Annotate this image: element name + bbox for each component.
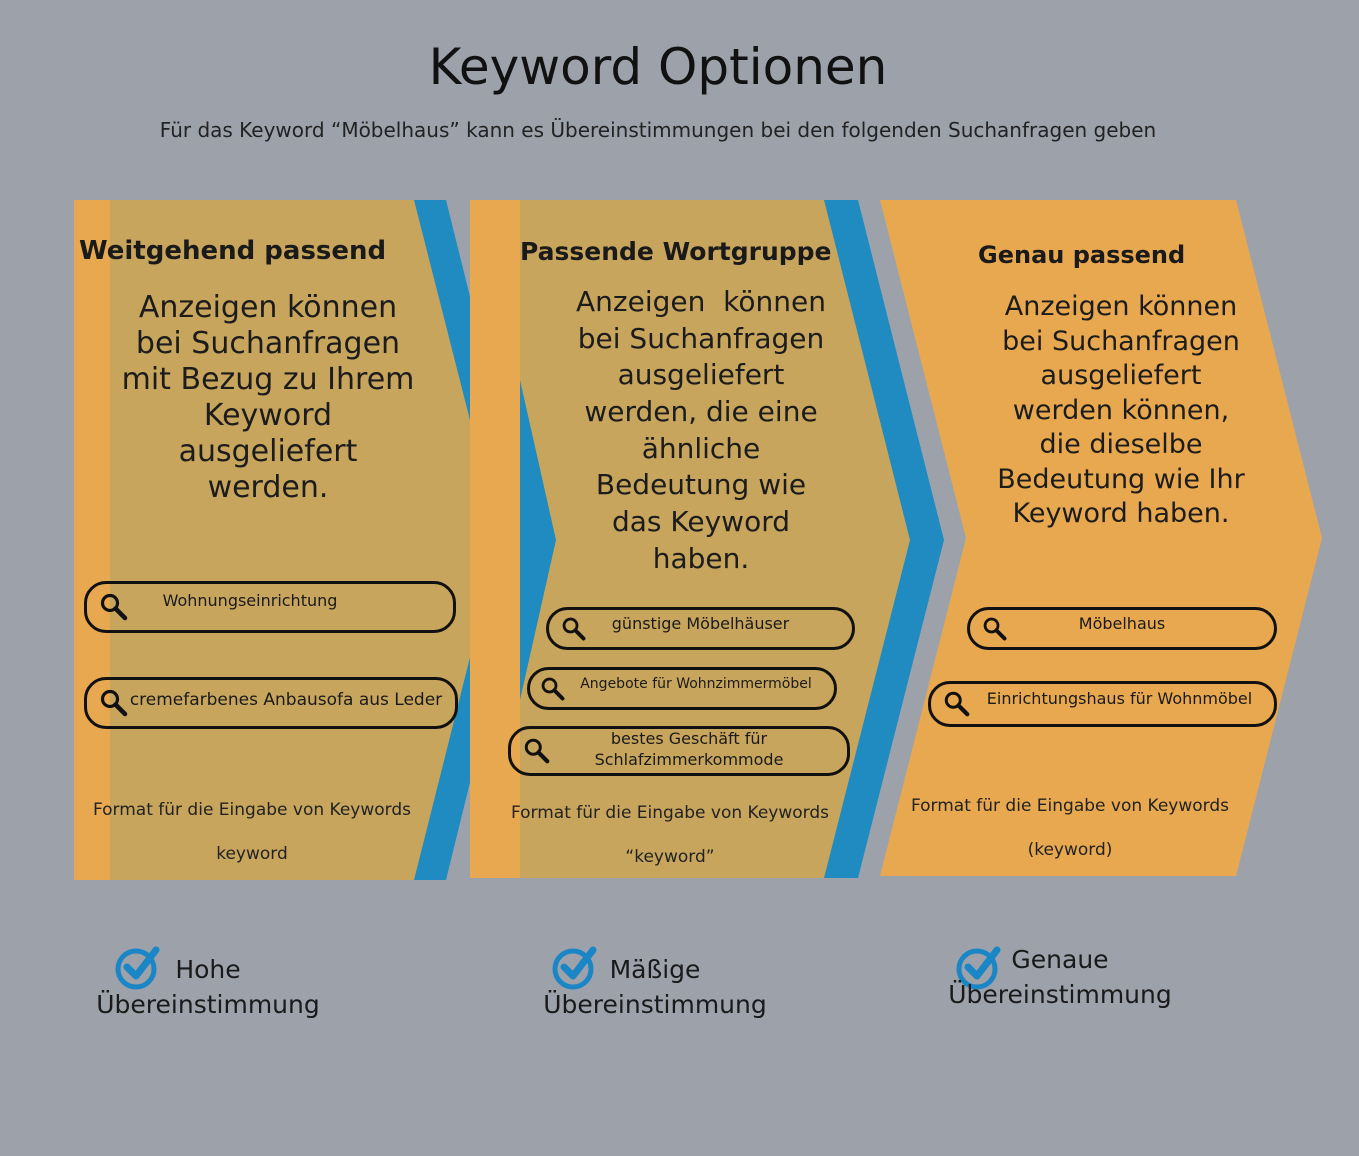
page-title: Keyword Optionen bbox=[428, 38, 888, 96]
search-pill-guenstige-moebelhaeuser bbox=[546, 607, 855, 650]
desc-line: die dieselbe bbox=[1039, 429, 1203, 461]
search-text: günstige Möbelhäuser bbox=[611, 613, 790, 633]
col2-orange-strip bbox=[470, 200, 520, 878]
search-pill-wohnungseinrichtung bbox=[84, 581, 456, 633]
match-line: Genaue bbox=[1011, 945, 1109, 974]
match-line: Übereinstimmung bbox=[543, 990, 767, 1019]
match-level-exact bbox=[930, 942, 1190, 1012]
col1-format-example: keyword bbox=[216, 844, 288, 864]
match-line: Übereinstimmung bbox=[948, 980, 1172, 1009]
desc-line: Bedeutung wie Ihr bbox=[997, 463, 1245, 495]
desc-line: Anzeigen können bbox=[576, 285, 826, 318]
desc-line: werden, die eine bbox=[584, 395, 818, 429]
desc-line: bei Suchanfragen bbox=[1002, 325, 1240, 357]
search-text-line: bestes Geschäft für bbox=[610, 729, 768, 749]
desc-line: werden können, bbox=[1012, 394, 1230, 426]
search-text-line: Schlafzimmerkommode bbox=[594, 750, 784, 769]
desc-line: ausgeliefert bbox=[617, 358, 785, 392]
col3-title: Genau passend bbox=[978, 241, 1186, 269]
desc-line: haben. bbox=[652, 541, 750, 575]
desc-line: Anzeigen können bbox=[1004, 291, 1238, 322]
search-pill-moebelhaus bbox=[967, 607, 1277, 650]
col2-description bbox=[540, 284, 862, 577]
desc-line: bei Suchanfragen bbox=[577, 321, 825, 355]
search-pill-anbausofa bbox=[84, 677, 458, 729]
col1-title: Weitgehend passend bbox=[79, 236, 387, 266]
desc-line: Anzeigen können bbox=[138, 290, 398, 325]
desc-line: Keyword bbox=[203, 398, 333, 433]
col1-format-label: Format für die Eingabe von Keywords bbox=[92, 800, 412, 820]
desc-line: mit Bezug zu Ihrem bbox=[121, 362, 415, 397]
desc-line: bei Suchanfragen bbox=[135, 326, 401, 361]
search-icon bbox=[99, 592, 129, 622]
desc-line: Bedeutung wie bbox=[595, 468, 807, 502]
col3-format-example: (keyword) bbox=[1027, 840, 1113, 860]
col2-title: Passende Wortgruppe bbox=[520, 237, 832, 266]
match-line: Übereinstimmung bbox=[96, 990, 320, 1019]
search-text bbox=[531, 729, 847, 771]
match-level-high bbox=[78, 952, 338, 1022]
search-icon bbox=[982, 616, 1008, 642]
page-subtitle: Für das Keyword “Möbelhaus” kann es Übereinstimmungen bei den folgenden Suchanfragen geben bbox=[159, 118, 1157, 142]
search-text: Angebote für Wohnzimmermöbel bbox=[580, 676, 812, 693]
search-text: Möbelhaus bbox=[1078, 613, 1166, 633]
col3-description bbox=[962, 290, 1280, 532]
search-pill-schlafzimmerkommode bbox=[508, 726, 850, 776]
match-line: Mäßige bbox=[609, 955, 701, 984]
col1-description bbox=[100, 290, 436, 506]
search-icon bbox=[561, 616, 587, 642]
desc-line: Keyword haben. bbox=[1012, 498, 1230, 530]
desc-line: ähnliche bbox=[641, 431, 761, 465]
col3-format-label: Format für die Eingabe von Keywords bbox=[910, 796, 1230, 816]
col2-format-example: “keyword” bbox=[625, 847, 715, 867]
search-icon bbox=[523, 737, 551, 765]
search-text: Einrichtungshaus für Wohnmöbel bbox=[986, 689, 1253, 709]
search-icon bbox=[943, 690, 971, 718]
search-pill-wohnzimmermoebel bbox=[527, 667, 837, 710]
desc-line: das Keyword bbox=[611, 505, 790, 539]
col2-format-label: Format für die Eingabe von Keywords bbox=[510, 803, 830, 823]
desc-line: ausgeliefert bbox=[1040, 360, 1202, 392]
search-icon bbox=[99, 688, 129, 718]
desc-line: werden. bbox=[207, 470, 329, 505]
match-level-moderate bbox=[525, 952, 785, 1022]
search-text: Wohnungseinrichtung bbox=[162, 591, 338, 611]
desc-line: ausgeliefert bbox=[178, 434, 358, 469]
search-icon bbox=[540, 676, 566, 702]
search-pill-einrichtungshaus bbox=[928, 681, 1277, 727]
search-text: cremefarbenes Anbausofa aus Leder bbox=[129, 689, 443, 710]
match-line: Hohe bbox=[175, 955, 241, 984]
